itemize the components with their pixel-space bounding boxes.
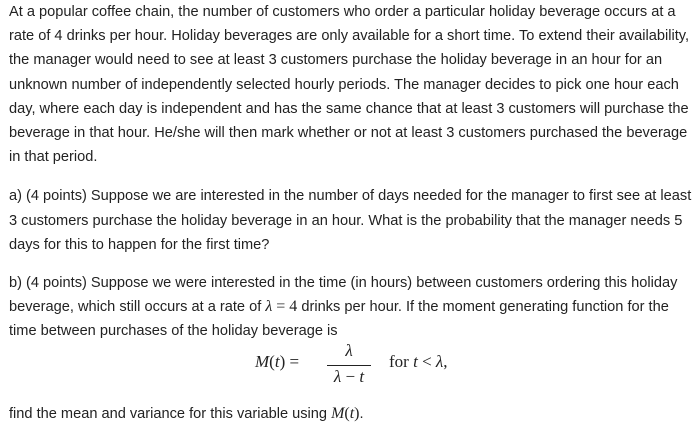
mgf-formula xyxy=(9,340,697,390)
part-b-text-after: drinks per hour. If the moment generating function for the time between purchases of the holiday beverage is xyxy=(9,299,669,340)
final-arg: t xyxy=(349,405,355,422)
part-a-question: a) (4 points) Suppose we are interested in the number of days needed for the manager to first see at least 3 customers purchase the holiday beverage in an hour. What is the probability that the manager needs 5 days for this to happen for the first time? xyxy=(9,188,692,253)
final-end: . xyxy=(359,406,364,422)
rate-symbol: λ xyxy=(265,298,273,316)
final-fn: M xyxy=(331,405,345,422)
formula-condition xyxy=(389,352,448,372)
cond-rhs: λ xyxy=(435,352,444,371)
cond-var: t xyxy=(413,352,418,371)
cond-end: , xyxy=(443,352,448,371)
formula-fraction xyxy=(327,340,371,390)
cond-word: for xyxy=(389,352,414,371)
den-right: t xyxy=(359,367,365,386)
den-op: − xyxy=(341,367,360,386)
formula-numerator: λ xyxy=(345,341,353,360)
part-b-question xyxy=(9,271,697,344)
cond-op: < xyxy=(417,352,436,371)
formula-lhs: M(t) = xyxy=(255,352,300,371)
formula-fn: M xyxy=(255,352,270,371)
formula-denominator xyxy=(327,367,371,387)
rate-equals: = 4 xyxy=(272,298,298,316)
final-instruction: find the mean and variance for this variable using M(t). xyxy=(9,405,364,422)
problem-document xyxy=(9,0,697,422)
den-left: λ xyxy=(333,367,342,386)
final-text: find the mean and variance for this variable using xyxy=(9,406,332,422)
fraction-bar xyxy=(327,365,371,366)
part-b-text-before: b) (4 points) Suppose we were interested in the time (in hours) between customers ordering this holiday beverage, which still occurs at a rate of xyxy=(9,275,678,316)
formula-arg: t xyxy=(274,352,280,371)
problem-intro: At a popular coffee chain, the number of customers who order a particular holiday beverage occurs at a rate of 4 drinks per hour. Holiday beverages are only available for a short time. To extend their availability, the manager would need to see at least 3 customers purchase the holiday beverage in an hour for an unknown number of independently selected hourly periods. The manager decides to pick one hour each day, where each day is independent and has the same chance that at least 3 customers will purchase the beverage in that hour. He/she will then mark whether or not at least 3 customers purchased the beverage in that period. xyxy=(9,4,690,166)
